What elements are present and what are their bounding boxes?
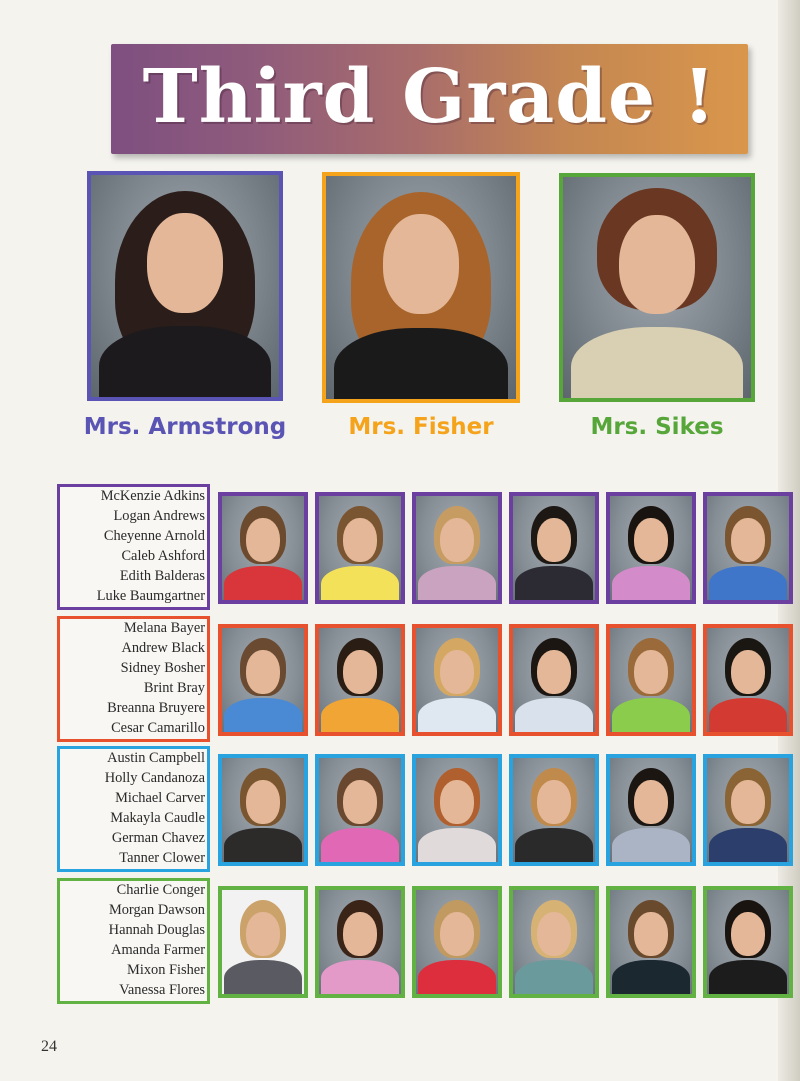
face — [246, 780, 280, 824]
class-roster — [57, 746, 210, 872]
student-name: Brint Bray — [143, 680, 205, 696]
face — [440, 780, 474, 824]
student-name: Charlie Conger — [116, 882, 205, 898]
student-name: Breanna Bruyere — [107, 700, 205, 716]
face — [731, 518, 765, 562]
student-name: Mixon Fisher — [127, 962, 205, 978]
shirt — [515, 828, 593, 866]
face — [537, 650, 571, 694]
shirt — [224, 698, 302, 736]
shirt — [612, 960, 690, 998]
shirt — [709, 698, 787, 736]
teacher-name: Mrs. Fisher — [348, 414, 494, 440]
student-photo — [315, 754, 405, 866]
student-photo — [218, 624, 308, 736]
shirt — [418, 566, 496, 604]
student-photo — [606, 886, 696, 998]
student-name: Luke Baumgartner — [96, 588, 205, 604]
shirt — [612, 698, 690, 736]
student-name: Tanner Clower — [119, 850, 205, 866]
teacher-photo — [87, 171, 283, 401]
student-photo — [315, 886, 405, 998]
student-name: Andrew Black — [121, 640, 205, 656]
student-name: German Chavez — [111, 830, 205, 846]
face — [731, 912, 765, 956]
shirt — [321, 566, 399, 604]
student-name: Holly Candanoza — [104, 770, 205, 786]
face — [343, 780, 377, 824]
face — [147, 213, 222, 313]
student-name: Michael Carver — [115, 790, 205, 806]
face — [537, 518, 571, 562]
face — [343, 650, 377, 694]
student-photo — [218, 886, 308, 998]
shirt — [418, 698, 496, 736]
shirt — [612, 828, 690, 866]
shirt — [709, 828, 787, 866]
shirt — [515, 698, 593, 736]
shirt — [321, 960, 399, 998]
shirt — [612, 566, 690, 604]
shirt — [709, 566, 787, 604]
shirt — [418, 960, 496, 998]
face — [634, 912, 668, 956]
face — [343, 518, 377, 562]
face — [537, 780, 571, 824]
teacher-photo — [559, 173, 755, 402]
student-name: Logan Andrews — [113, 508, 205, 524]
face — [440, 518, 474, 562]
student-name: Caleb Ashford — [121, 548, 205, 564]
face — [731, 780, 765, 824]
class-roster — [57, 616, 210, 742]
student-name: Cheyenne Arnold — [103, 528, 205, 544]
face — [731, 650, 765, 694]
student-name: Melana Bayer — [123, 620, 205, 636]
shirt — [99, 326, 272, 401]
shirt — [515, 566, 593, 604]
student-photo — [412, 754, 502, 866]
student-name: Cesar Camarillo — [111, 720, 205, 736]
student-photo — [412, 492, 502, 604]
shirt — [224, 828, 302, 866]
title-banner — [111, 44, 748, 154]
shirt — [321, 698, 399, 736]
class-roster — [57, 484, 210, 610]
teacher-photo — [322, 172, 520, 403]
student-photo — [218, 492, 308, 604]
student-name: Vanessa Flores — [119, 982, 205, 998]
student-name: Edith Balderas — [119, 568, 205, 584]
student-photo — [509, 886, 599, 998]
student-photo — [703, 624, 793, 736]
student-photo — [606, 624, 696, 736]
student-photo — [703, 492, 793, 604]
student-photo — [509, 492, 599, 604]
page-number: 24 — [41, 1038, 57, 1055]
teacher-name: Mrs. Armstrong — [83, 414, 287, 440]
face — [537, 912, 571, 956]
student-photo — [509, 754, 599, 866]
shirt — [224, 960, 302, 998]
shirt — [334, 328, 509, 403]
face — [440, 912, 474, 956]
shirt — [224, 566, 302, 604]
student-name: Makayla Caudle — [110, 810, 205, 826]
student-photo — [412, 886, 502, 998]
student-name: Hannah Douglas — [108, 922, 205, 938]
face — [634, 518, 668, 562]
student-photo — [509, 624, 599, 736]
teacher-name: Mrs. Sikes — [590, 414, 724, 440]
face — [246, 518, 280, 562]
face — [343, 912, 377, 956]
student-photo — [412, 624, 502, 736]
student-photo — [315, 492, 405, 604]
shirt — [571, 327, 744, 402]
face — [634, 650, 668, 694]
student-name: Morgan Dawson — [108, 902, 205, 918]
face — [246, 912, 280, 956]
shirt — [321, 828, 399, 866]
student-photo — [315, 624, 405, 736]
face — [383, 214, 459, 314]
page-title: Third Grade ! — [142, 54, 717, 140]
face — [634, 780, 668, 824]
face — [619, 215, 694, 314]
face — [246, 650, 280, 694]
student-photo — [606, 492, 696, 604]
student-photo — [606, 754, 696, 866]
student-name: Amanda Farmer — [111, 942, 205, 958]
student-name: Sidney Bosher — [120, 660, 205, 676]
student-photo — [703, 886, 793, 998]
student-photo — [703, 754, 793, 866]
face — [440, 650, 474, 694]
shirt — [515, 960, 593, 998]
student-photo — [218, 754, 308, 866]
student-name: Austin Campbell — [107, 750, 205, 766]
shirt — [418, 828, 496, 866]
shirt — [709, 960, 787, 998]
class-roster — [57, 878, 210, 1004]
student-name: McKenzie Adkins — [100, 488, 205, 504]
